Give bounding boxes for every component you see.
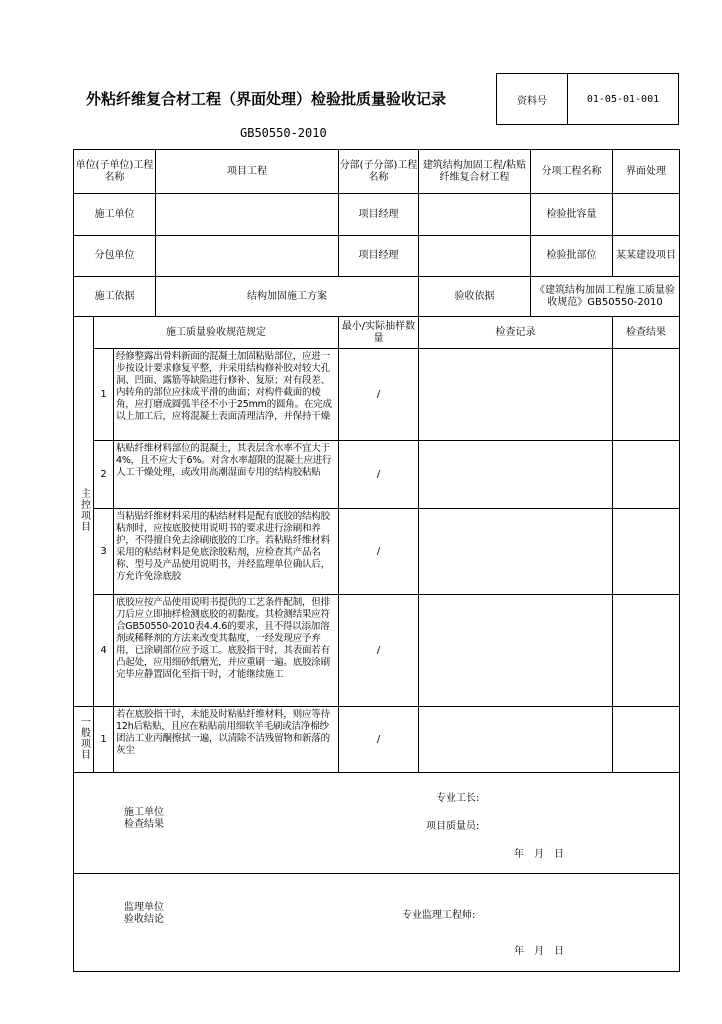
item-clause: 底胶应按产品使用说明书提供的工艺条件配制，但排刀后应立即抽样检测底胶的初黏度。其检测结果应符合GB50550-2010表4.4.6的要求，且不得以添加溶剂或稀释剂的方法来改变其黏度，一经发现应予弃用，已涂刷部位应予返工。底胶指干时，其表面若有凸起处，应用细砂纸磨光，并应重刷一遍。底胶涂刷完毕应静置固化至指干时，才能继续施工 — [114, 595, 339, 707]
supervision-engineer-label: 专业监理工程师: — [402, 910, 476, 921]
batch-part-value[interactable]: 某某建设项目 — [613, 236, 680, 277]
items-header-sample: 最小/实际抽样数量 — [339, 317, 419, 349]
item-clause: 粘贴纤维材料部位的混凝土，其表层含水率不宜大于4%，且不应大于6%。对含水率超限的混凝土应进行人工干燥处理，或改用高潮湿面专用的结构胶粘贴 — [114, 441, 339, 509]
page-title: 外粘纤维复合材工程（界面处理）检验批质量验收记录 — [86, 90, 447, 108]
construction-check-row — [74, 773, 680, 874]
table-row — [74, 349, 680, 441]
item-result[interactable] — [613, 707, 680, 773]
item-number: 2 — [94, 441, 114, 509]
unit-value[interactable]: 项目工程 — [156, 150, 339, 194]
items-header-result: 检查结果 — [613, 317, 680, 349]
basis-value[interactable]: 结构加固施工方案 — [156, 277, 419, 317]
batch-part-label: 检验批部位 — [531, 236, 613, 277]
qc-label: 项目质量员: — [426, 821, 480, 832]
item-record[interactable] — [419, 441, 613, 509]
standard-code: GB50550-2010 — [240, 126, 327, 140]
header-row-basis — [74, 277, 680, 317]
item-record[interactable] — [419, 349, 613, 441]
header-row-construction — [74, 194, 680, 236]
item-record[interactable] — [419, 595, 613, 707]
doc-number-box — [496, 73, 679, 125]
item-sample[interactable]: / — [339, 441, 419, 509]
main-section-label: 主控项目 — [74, 317, 94, 707]
item-number: 4 — [94, 595, 114, 707]
subitem-value[interactable]: 界面处理 — [613, 150, 680, 194]
item-record[interactable] — [419, 707, 613, 773]
unit-label: 单位(子单位)工程名称 — [74, 150, 156, 194]
construction-check-label: 施工单位检查结果 — [124, 807, 164, 830]
item-number: 1 — [94, 349, 114, 441]
doc-number-label: 资料号 — [497, 74, 568, 125]
item-result[interactable] — [613, 349, 680, 441]
items-header-row — [74, 317, 680, 349]
item-sample[interactable]: / — [339, 509, 419, 595]
subcontract-label: 分包单位 — [74, 236, 156, 277]
division-value[interactable]: 建筑结构加固工程/粘贴纤维复合材工程 — [419, 150, 531, 194]
item-clause: 经修整露出骨料新面的混凝土加固粘贴部位，应进一步按设计要求修复平整，并采用结构修补胶对较大孔洞、凹面、露筋等缺陷进行修补、复原；对有段差、内转角的部位应抹成平滑的曲面；对构件截面的棱角，应打磨成圆弧半径不小于25mm的圆角。在完成以上加工后，应将混凝土表面清理洁净，并保持干燥 — [114, 349, 339, 441]
supervision-date: 年 月 日 — [514, 946, 564, 957]
header-row-subcontract — [74, 236, 680, 277]
supervision-row — [74, 874, 680, 972]
items-header-spec: 施工质量验收规范规定 — [94, 317, 339, 349]
item-number: 1 — [94, 707, 114, 773]
acceptance-basis-value[interactable]: 《建筑结构加固工程施工质量验收规范》GB50550-2010 — [531, 277, 680, 317]
pm-value[interactable] — [419, 194, 531, 236]
item-clause: 当粘贴纤维材料采用的粘结材料是配有底胶的结构胶粘剂时，应按底胶使用说明书的要求进行涂刷和养护，不得擅自免去涂刷底胶的工序。若粘贴纤维材料采用的粘结材料是免底涂胶粘剂，应检查其产品名称、型号及产品使用说明书，并经监理单位确认后，方允许免涂底胶 — [114, 509, 339, 595]
supervision-cell[interactable] — [74, 874, 680, 972]
construction-unit-label: 施工单位 — [74, 194, 156, 236]
subcontract-value[interactable] — [156, 236, 339, 277]
item-sample[interactable]: / — [339, 707, 419, 773]
table-row — [74, 441, 680, 509]
subitem-label: 分项工程名称 — [531, 150, 613, 194]
item-sample[interactable]: / — [339, 595, 419, 707]
construction-check-cell[interactable] — [74, 773, 680, 874]
item-result[interactable] — [613, 595, 680, 707]
item-result[interactable] — [613, 441, 680, 509]
item-clause: 若在底胶指干时，未能及时粘贴纤维材料，则应等待12h后粘贴，且应在粘贴前用细软羊毛刷或洁净棉纱团沾工业丙酮擦拭一遍，以清除不洁残留物和新落的灰尘 — [114, 707, 339, 773]
table-row — [74, 595, 680, 707]
doc-number-value: 01-05-01-001 — [568, 74, 679, 125]
header-row-unit — [74, 150, 680, 194]
table-row — [74, 707, 680, 773]
batch-capacity-value[interactable] — [613, 194, 680, 236]
inspection-table — [73, 149, 680, 972]
general-section-label: 一般项目 — [74, 707, 94, 773]
pm2-value[interactable] — [419, 236, 531, 277]
acceptance-basis-label: 验收依据 — [419, 277, 531, 317]
construction-date: 年 月 日 — [514, 849, 564, 860]
supervision-label: 监理单位验收结论 — [124, 902, 164, 925]
item-result[interactable] — [613, 509, 680, 595]
items-header-record: 检查记录 — [419, 317, 613, 349]
table-row — [74, 509, 680, 595]
division-label: 分部(子分部)工程名称 — [339, 150, 419, 194]
basis-label: 施工依据 — [74, 277, 156, 317]
item-record[interactable] — [419, 509, 613, 595]
foreman-label: 专业工长: — [436, 793, 480, 804]
pm2-label: 项目经理 — [339, 236, 419, 277]
construction-unit-value[interactable] — [156, 194, 339, 236]
item-number: 3 — [94, 509, 114, 595]
batch-capacity-label: 检验批容量 — [531, 194, 613, 236]
item-sample[interactable]: / — [339, 349, 419, 441]
pm-label: 项目经理 — [339, 194, 419, 236]
